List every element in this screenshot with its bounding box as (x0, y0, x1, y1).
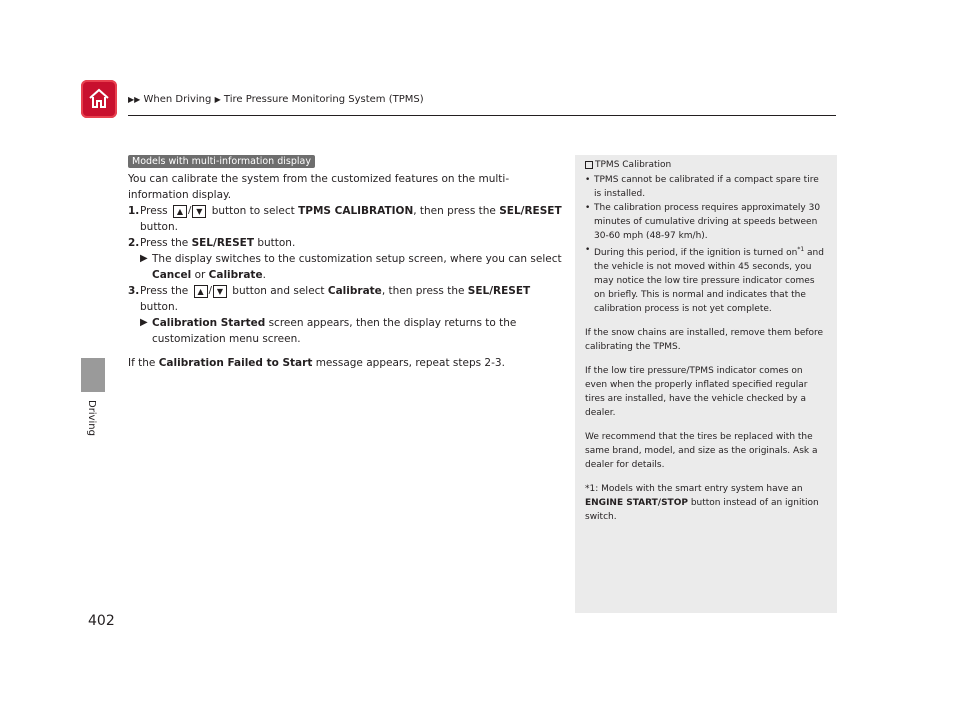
bullet-text: and the vehicle is not moved within 45 seconds, you may notice the low tire pressure indicator comes on briefly. This is normal and indicates that the calibration process is not yet complete. (594, 248, 824, 314)
step-number: 3. (128, 285, 140, 297)
footnote-text: *1: Models with the smart entry system have an (585, 484, 803, 494)
step-text: . (262, 269, 266, 281)
note-text: If the (128, 357, 156, 369)
step-text: , then press the (413, 205, 496, 217)
step-text: button to select (211, 205, 295, 217)
step-number: 2. (128, 237, 140, 249)
note-text: message appears, repeat steps 2-3. (315, 357, 505, 369)
bullet-icon: • (585, 203, 591, 213)
step-2 (128, 235, 564, 251)
home-icon (87, 87, 111, 111)
intro-text: You can calibrate the system from the customized features on the multi-information display. (128, 173, 510, 201)
down-icon: ▼ (213, 285, 227, 298)
sidebar-bullet (585, 201, 827, 243)
info-up-icon: ▲ (194, 285, 208, 298)
step-text: or (194, 269, 206, 281)
sidebar-footnote (585, 482, 827, 524)
result-arrow-icon: ▶ (140, 317, 148, 328)
bullet-text: TPMS cannot be calibrated if a compact spare tire is installed. (594, 175, 819, 199)
step-text: button. (257, 237, 296, 249)
bullet-text: During this period, if the ignition is turned on (594, 248, 798, 258)
models-tag: Models with multi-information display (128, 155, 315, 168)
step-keyword: SEL/RESET (499, 205, 562, 217)
section-tab-label: Driving (86, 400, 97, 436)
page-number: 402 (88, 613, 115, 629)
section-tab-marker (81, 358, 105, 392)
chevron-right-icon: ▶ (214, 95, 221, 104)
bullet-icon: • (585, 175, 591, 185)
step-keyword: Cancel (152, 269, 192, 281)
step-text: The display switches to the customization setup screen, where you can select (152, 253, 562, 265)
sidebar-para: If the snow chains are installed, remove them before calibrating the TPMS. (585, 328, 824, 352)
info-scroll-buttons: ▲ / ▼ (194, 283, 227, 299)
step-keyword: Calibration Started (152, 317, 266, 329)
footnote-ref: *1 (797, 246, 805, 253)
bullet-text: The calibration process requires approximately 30 minutes of cumulative driving at speeds between 30-60 mph (48-97 km/h). (594, 203, 821, 241)
step-2-result (128, 251, 564, 283)
step-keyword: Calibrate (208, 269, 263, 281)
step-text: button. (140, 221, 178, 233)
sidebar-title (585, 158, 827, 172)
step-text: , then press the (381, 285, 465, 297)
sidebar-bullet (585, 243, 827, 316)
step-3 (128, 283, 564, 315)
step-keyword: TPMS CALIBRATION (298, 205, 414, 217)
footnote-keyword: ENGINE START/STOP (585, 498, 688, 508)
chevron-right-icon: ▶▶ (128, 95, 141, 104)
step-text: Press the (140, 237, 189, 249)
info-scroll-buttons: ▲ / ▼ (173, 203, 206, 219)
step-text: Press (140, 205, 168, 217)
main-content (128, 171, 564, 371)
bullet-icon: • (585, 245, 591, 255)
step-keyword: SEL/RESET (191, 237, 254, 249)
info-up-icon: ▲ (173, 205, 187, 218)
breadcrumb (128, 94, 424, 105)
note-keyword: Calibration Failed to Start (158, 357, 313, 369)
breadcrumb-item[interactable]: Tire Pressure Monitoring System (TPMS) (223, 94, 424, 105)
step-text: button and select (232, 285, 325, 297)
sidebar-title-text: TPMS Calibration (595, 160, 672, 170)
step-keyword: Calibrate (327, 285, 382, 297)
step-text: button. (140, 301, 178, 313)
home-button[interactable] (81, 80, 117, 118)
step-3-result (128, 315, 564, 347)
down-icon: ▼ (192, 205, 206, 218)
step-text: screen appears, then the display returns to the customization menu screen. (152, 317, 517, 345)
result-arrow-icon: ▶ (140, 253, 148, 264)
failed-note (128, 355, 564, 371)
step-number: 1. (128, 205, 140, 217)
footnote-text: button instead of an ignition switch. (585, 498, 819, 522)
header-divider (128, 115, 836, 116)
step-keyword: SEL/RESET (467, 285, 531, 297)
sidebar-para: If the low tire pressure/TPMS indicator comes on even when the properly inflated specified regular tires are installed, have the vehicle checked by a dealer. (585, 366, 808, 418)
note-marker-icon (585, 161, 593, 169)
sidebar-para: We recommend that the tires be replaced with the same brand, model, and size as the originals. Ask a dealer for details. (585, 432, 818, 470)
sidebar-note (575, 155, 837, 613)
sidebar-bullet (585, 173, 827, 201)
step-text: Press the (140, 285, 189, 297)
breadcrumb-item[interactable]: When Driving (143, 94, 212, 105)
step-1 (128, 203, 564, 235)
